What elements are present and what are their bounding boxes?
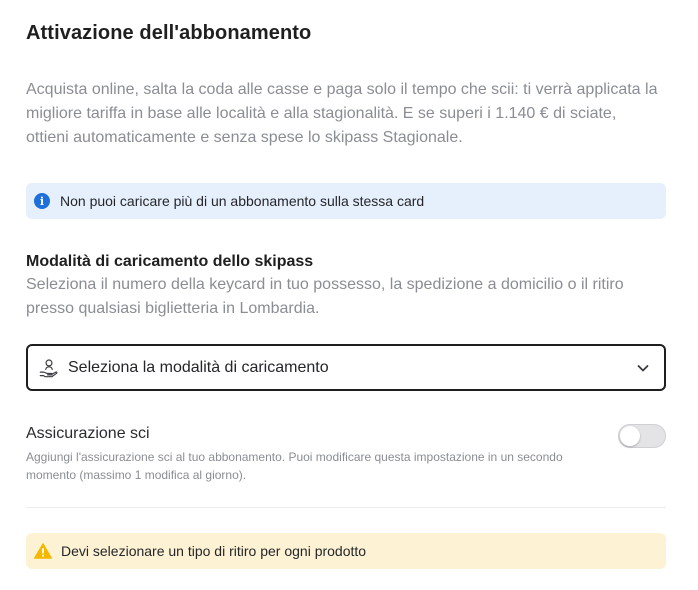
chevron-down-icon — [636, 361, 650, 375]
warning-notice-text: Devi selezionare un tipo di ritiro per ogni prodotto — [61, 543, 367, 559]
info-notice-text: Non puoi caricare più di un abbonamento sulla stessa card — [60, 193, 425, 209]
insurance-toggle[interactable] — [618, 424, 666, 448]
info-notice — [26, 183, 666, 219]
loading-mode-placeholder: Seleziona la modalità di caricamento — [68, 358, 329, 376]
warning-notice — [26, 533, 666, 569]
loading-mode-title: Modalità di caricamento dello skipass — [26, 253, 314, 270]
loading-mode-description: Seleziona il numero della keycard in tuo possesso, la spedizione a domicilio o il ritiro presso qualsiasi biglietteria in Lombardia. — [26, 276, 624, 317]
intro-text: Acquista online, salta la coda alle casse e paga solo il tempo che scii: ti verrà applicata la migliore tariffa in base alle località e alla stagionalità. E se superi i 1.140 € di sciate, ottieni automaticamente e senza spese lo skipass Stagionale. — [26, 81, 658, 146]
divider — [26, 507, 666, 508]
info-icon: i — [34, 193, 50, 209]
insurance-description: Aggiungi l'assicurazione sci al tuo abbonamento. Puoi modificare questa impostazione in un secondo momento (massimo 1 modifica al giorno). — [26, 450, 563, 482]
page-title: Attivazione dell'abbonamento — [26, 22, 312, 44]
hand-user-icon — [38, 357, 60, 379]
toggle-knob — [620, 426, 640, 446]
insurance-title: Assicurazione sci — [26, 425, 150, 442]
loading-mode-select[interactable] — [26, 344, 666, 391]
warning-icon — [34, 543, 52, 559]
